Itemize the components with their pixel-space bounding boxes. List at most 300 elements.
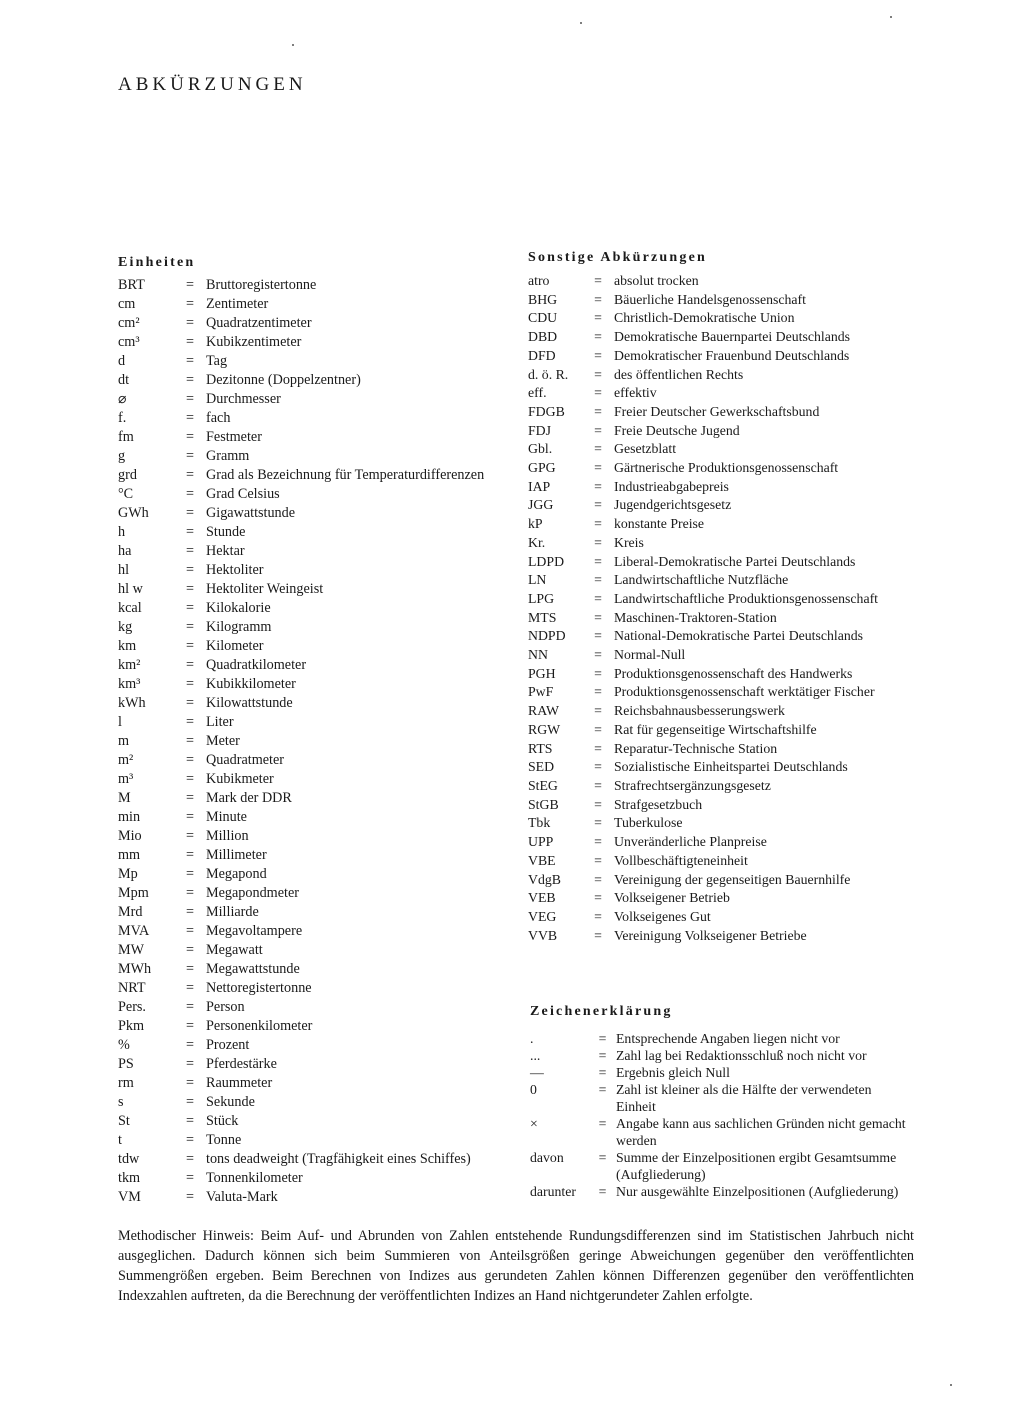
abbreviation-row (118, 1150, 508, 1169)
equals-sign: = (594, 516, 602, 532)
definition: Quadratkilometer (206, 657, 307, 673)
equals-sign: = (594, 759, 602, 775)
abbreviation: NRT (118, 980, 146, 996)
abbreviation-row (118, 1036, 508, 1055)
abbreviation-row (528, 852, 912, 871)
definition: Pferdestärke (206, 1056, 277, 1072)
definition: Megapond (206, 866, 267, 882)
definition: Nur ausgewählte Einzelpositionen (Aufgliederung) (616, 1184, 899, 1199)
equals-sign: = (185, 486, 194, 502)
abbreviation: °C (118, 486, 134, 502)
abbreviation: CDU (528, 310, 558, 326)
equals-sign: = (594, 422, 602, 438)
definition: Milliarde (206, 904, 259, 920)
abbreviation-row (528, 627, 912, 646)
definition: Dezitonne (Doppelzentner) (206, 372, 361, 388)
definition: Strafgesetzbuch (614, 796, 703, 812)
equals-sign: = (185, 828, 194, 844)
equals-sign: = (594, 703, 602, 719)
abbreviation-row (528, 740, 912, 759)
abbreviation: VVB (528, 927, 558, 943)
abbreviation: — (530, 1065, 544, 1080)
abbreviation-row (118, 865, 508, 884)
abbreviation: LN (528, 572, 547, 588)
abbreviation-row (528, 328, 912, 347)
abbreviation-row (118, 1074, 508, 1093)
abbreviation-row (528, 309, 912, 328)
abbreviation-row (528, 272, 912, 291)
abbreviation: tdw (118, 1151, 140, 1167)
definition: Person (206, 999, 245, 1015)
abbreviation: f. (118, 410, 127, 426)
definition: Kilometer (206, 638, 264, 654)
definition: des öffentlichen Rechts (614, 366, 744, 382)
abbreviation-row (530, 1149, 914, 1183)
definition: Valuta-Mark (206, 1189, 278, 1205)
abbreviation: davon (530, 1150, 564, 1165)
definition: Million (206, 828, 249, 844)
equals-sign: = (598, 1184, 607, 1199)
abbreviation: Pers. (118, 999, 146, 1015)
abbreviation-row (118, 580, 508, 599)
abbreviation-row (118, 599, 508, 618)
definition: Unveränderliche Planpreise (614, 834, 767, 850)
abbreviation: s (118, 1094, 124, 1110)
abbreviation-row (118, 789, 508, 808)
equals-sign: = (185, 980, 194, 996)
abbreviation-row (118, 1112, 508, 1131)
definition: Freie Deutsche Jugend (614, 422, 740, 438)
definition: National-Demokratische Partei Deutschlands (614, 628, 864, 644)
abbreviation-row (118, 846, 508, 865)
page-title: ABKÜRZUNGEN (118, 74, 307, 95)
equals-sign: = (185, 505, 194, 521)
abbreviation-row (528, 683, 912, 702)
equals-sign: = (594, 385, 602, 401)
definition: effektiv (614, 385, 657, 401)
abbreviation: PS (118, 1056, 134, 1072)
equals-sign: = (185, 429, 194, 445)
definition: Christlich-Demokratische Union (614, 310, 795, 326)
abbreviation: eff. (528, 385, 547, 401)
definition: Reparatur-Technische Station (614, 740, 778, 756)
equals-sign: = (594, 553, 602, 569)
equals-sign: = (594, 796, 602, 812)
abbreviation: VM (118, 1189, 141, 1205)
abbreviation-row (528, 403, 912, 422)
definition: Tag (206, 353, 228, 369)
definition: Kubikkilometer (206, 676, 296, 692)
abbreviation: LPG (528, 590, 555, 606)
definition: Kilokalorie (206, 600, 271, 616)
equals-sign: = (185, 1170, 194, 1186)
definition: Vereinigung der gegenseitigen Bauernhilfe (614, 871, 851, 887)
abbreviation-row (118, 770, 508, 789)
definition: absolut trocken (614, 273, 699, 288)
abbreviation-row (528, 291, 912, 310)
scan-speck (580, 22, 582, 24)
abbreviation-row (528, 478, 912, 497)
equals-sign: = (594, 665, 602, 681)
abbreviation-row (118, 1055, 508, 1074)
abbreviation: ha (118, 543, 132, 559)
definition: Kilogramm (206, 619, 272, 635)
abbreviation: Tbk (528, 815, 551, 831)
abbreviation: 0 (530, 1082, 537, 1097)
abbreviation: FDJ (528, 422, 552, 438)
definition: Summe der Einzelpositionen ergibt Gesamtsumme (Aufgliederung) (616, 1150, 897, 1182)
abbreviation: m² (118, 752, 134, 768)
abbreviation: MTS (528, 609, 557, 625)
equals-sign: = (185, 695, 194, 711)
equals-sign: = (185, 847, 194, 863)
abbreviation: RGW (528, 721, 561, 737)
abbreviation: t (118, 1132, 122, 1148)
abbreviation: m (118, 733, 130, 749)
equals-sign: = (594, 852, 602, 868)
definition: Produktionsgenossenschaft des Handwerks (614, 665, 853, 681)
definition: fach (206, 410, 231, 426)
definition: Gramm (206, 448, 250, 464)
definition: tons deadweight (Tragfähigkeit eines Schiffes) (206, 1151, 471, 1167)
definition: Produktionsgenossenschaft werktätiger Fischer (614, 684, 875, 700)
abbreviation-row (528, 889, 912, 908)
equals-sign: = (185, 657, 194, 673)
definition: Megawatt (206, 942, 263, 958)
equals-sign: = (594, 815, 602, 831)
equals-sign: = (594, 684, 602, 700)
abbreviation-row (530, 1064, 914, 1081)
abbreviation-row (118, 751, 508, 770)
abbreviation-row (528, 496, 912, 515)
abbreviation-row (528, 758, 912, 777)
abbreviation-row (530, 1081, 914, 1115)
abbreviation-row (528, 384, 912, 403)
abbreviation-row (118, 276, 508, 295)
definition: Megavoltampere (206, 923, 303, 939)
abbreviation-row (118, 542, 508, 561)
abbreviation: darunter (530, 1184, 576, 1199)
equals-sign: = (594, 927, 602, 943)
abbreviation-row (118, 428, 508, 447)
abbreviation: VdgB (528, 871, 561, 887)
methodological-note: Methodischer Hinweis: Beim Auf- und Abrunden von Zahlen entstehende Rundungsdifferenzen sind im Statistischen Jahrbuch nicht ausgeglichen. Dadurch können sich beim Summieren von Anteilsgrößen geringe Abweichungen gegenüber den veröffentlichten Summengrößen ergeben. Beim Berechnen von Indizes aus gerundeten Zahlen können Differenzen gegenüber den veröffentlichten Indexzahlen auftreten, da die Berechnung der veröffentlichten Indizes an Hand nichtgerundeter Zahlen erfolgte. (118, 1228, 914, 1304)
abbreviation-row (118, 409, 508, 428)
scan-speck (292, 44, 294, 46)
abbreviation-row (118, 694, 508, 713)
signs-heading: Zeichenerklärung (530, 1004, 673, 1019)
abbreviation: . (530, 1031, 534, 1046)
abbreviation: RAW (528, 703, 560, 719)
abbreviation: mm (118, 847, 141, 863)
abbreviation: MVA (118, 923, 150, 939)
abbreviation: l (118, 714, 122, 730)
definition: Zahl lag bei Redaktionsschluß noch nicht vor (616, 1048, 867, 1063)
definition: Megapondmeter (206, 885, 299, 901)
abbreviation-row (528, 646, 912, 665)
equals-sign: = (185, 942, 194, 958)
scan-speck (890, 16, 892, 18)
definition: Vollbeschäftigteneinheit (614, 852, 748, 868)
abbreviation: FDGB (528, 403, 565, 419)
abbreviation: d (118, 353, 126, 369)
abbreviation: StGB (528, 796, 559, 812)
equals-sign: = (185, 1094, 194, 1110)
equals-sign: = (185, 904, 194, 920)
abbreviation: MW (118, 942, 145, 958)
abbreviation: ⌀ (118, 391, 127, 407)
abbreviation: Mp (118, 866, 138, 882)
scan-speck (950, 1384, 952, 1386)
abbreviation: Mio (118, 828, 142, 844)
abbreviation-row (118, 618, 508, 637)
equals-sign: = (185, 885, 194, 901)
abbreviation: tkm (118, 1170, 141, 1186)
definition: Kubikmeter (206, 771, 274, 787)
definition: Gesetzblatt (614, 441, 677, 457)
abbreviation: StEG (528, 777, 558, 793)
abbreviation-row (118, 447, 508, 466)
abbreviation: d. ö. R. (528, 366, 569, 382)
abbreviation-row (528, 553, 912, 572)
definition: Raummeter (206, 1075, 273, 1091)
abbreviation-row (118, 352, 508, 371)
other-heading: Sonstige Abkürzungen (528, 250, 707, 265)
equals-sign: = (594, 403, 602, 419)
definition: Prozent (206, 1037, 250, 1053)
definition: Gärtnerische Produktionsgenossenschaft (614, 460, 839, 476)
abbreviation-row (118, 656, 508, 675)
definition: Stunde (206, 524, 246, 540)
abbreviation: g (118, 448, 126, 464)
abbreviation-row (118, 333, 508, 352)
abbreviation-row (118, 314, 508, 333)
abbreviation-row (528, 908, 912, 927)
abbreviation-row (118, 523, 508, 542)
equals-sign: = (594, 291, 602, 307)
definition: Demokratischer Frauenbund Deutschlands (614, 347, 850, 363)
definition: Kubikzentimeter (206, 334, 302, 350)
abbreviation: Mpm (118, 885, 149, 901)
definition: Liberal-Demokratische Partei Deutschlands (614, 553, 856, 569)
definition: Bäuerliche Handelsgenossenschaft (614, 291, 806, 307)
definition: Grad als Bezeichnung für Temperaturdifferenzen (206, 467, 485, 483)
definition: Quadratmeter (206, 752, 284, 768)
equals-sign: = (185, 733, 194, 749)
equals-sign: = (185, 676, 194, 692)
definition: Megawattstunde (206, 961, 300, 977)
definition: Sozialistische Einheitspartei Deutschlands (614, 759, 848, 775)
equals-sign: = (594, 534, 602, 550)
abbreviation: hl (118, 562, 130, 578)
equals-sign: = (185, 1037, 194, 1053)
abbreviation-row (528, 515, 912, 534)
equals-sign: = (185, 1189, 194, 1205)
equals-sign: = (185, 562, 194, 578)
abbreviation-row (530, 1030, 914, 1047)
abbreviation-row (528, 347, 912, 366)
abbreviation: × (530, 1116, 538, 1131)
abbreviation: DBD (528, 329, 558, 345)
equals-sign: = (185, 467, 194, 483)
abbreviation: VEG (528, 908, 557, 924)
abbreviation: UPP (528, 834, 554, 850)
abbreviation: MWh (118, 961, 152, 977)
abbreviation-row (530, 1183, 914, 1200)
abbreviation: Kr. (528, 534, 546, 550)
abbreviation: RTS (528, 740, 553, 756)
abbreviation-row (528, 534, 912, 553)
abbreviation-row (118, 466, 508, 485)
abbreviation-row (528, 777, 912, 796)
abbreviation: JGG (528, 497, 554, 513)
abbreviation-row (528, 459, 912, 478)
equals-sign: = (185, 1113, 194, 1129)
equals-sign: = (594, 647, 602, 663)
abbreviation: kcal (118, 600, 142, 616)
abbreviation-row (528, 590, 912, 609)
definition: Gigawattstunde (206, 505, 296, 521)
abbreviation: m³ (118, 771, 134, 787)
equals-sign: = (594, 478, 602, 494)
abbreviation-row (528, 796, 912, 815)
definition: Personenkilometer (206, 1018, 313, 1034)
definition: Volkseigenes Gut (614, 908, 711, 924)
units-heading: Einheiten (118, 255, 196, 270)
equals-sign: = (598, 1048, 607, 1063)
abbreviation: dt (118, 372, 130, 388)
definition: Nettoregistertonne (206, 980, 312, 996)
abbreviation: BRT (118, 277, 145, 293)
equals-sign: = (185, 714, 194, 730)
equals-sign: = (185, 543, 194, 559)
abbreviation: km³ (118, 676, 141, 692)
abbreviation-row (118, 561, 508, 580)
signs-list (530, 1030, 914, 1200)
equals-sign: = (594, 310, 602, 326)
abbreviation: NDPD (528, 628, 566, 644)
abbreviation-row (530, 1115, 914, 1149)
abbreviation: fm (118, 429, 134, 445)
abbreviation: min (118, 809, 141, 825)
equals-sign: = (185, 277, 194, 293)
abbreviation-row (118, 637, 508, 656)
definition: Strafrechtsergänzungsgesetz (614, 777, 771, 793)
equals-sign: = (185, 448, 194, 464)
equals-sign: = (594, 590, 602, 606)
definition: Grad Celsius (206, 486, 280, 502)
abbreviation: St (118, 1113, 130, 1129)
equals-sign: = (185, 391, 194, 407)
abbreviation: PwF (528, 684, 554, 700)
abbreviation-row (528, 571, 912, 590)
abbreviation: kP (528, 516, 543, 532)
equals-sign: = (185, 771, 194, 787)
equals-sign: = (594, 628, 602, 644)
abbreviation-row (118, 1131, 508, 1150)
abbreviation: rm (118, 1075, 134, 1091)
equals-sign: = (594, 890, 602, 906)
definition: Landwirtschaftliche Nutzfläche (614, 572, 789, 588)
abbreviation-row (528, 440, 912, 459)
equals-sign: = (598, 1065, 607, 1080)
equals-sign: = (185, 752, 194, 768)
definition: Kreis (614, 534, 644, 550)
definition: Ergebnis gleich Null (616, 1065, 730, 1080)
other-list (528, 272, 912, 945)
definition: Hektoliter (206, 562, 264, 578)
definition: Maschinen-Traktoren-Station (614, 609, 777, 625)
abbreviation: M (118, 790, 131, 806)
abbreviation: VBE (528, 852, 556, 868)
equals-sign: = (594, 441, 602, 457)
units-list (118, 276, 508, 1207)
abbreviation-row (118, 979, 508, 998)
equals-sign: = (594, 834, 602, 850)
abbreviation: ... (530, 1048, 541, 1063)
abbreviation: DFD (528, 347, 556, 363)
abbreviation-row (118, 960, 508, 979)
abbreviation-row (528, 609, 912, 628)
equals-sign: = (594, 329, 602, 345)
definition: Industrieabgabepreis (614, 478, 729, 494)
equals-sign: = (185, 923, 194, 939)
equals-sign: = (185, 1056, 194, 1072)
definition: Minute (206, 809, 247, 825)
abbreviation-row (528, 721, 912, 740)
abbreviation-row (528, 833, 912, 852)
abbreviation: km² (118, 657, 141, 673)
abbreviation-row (118, 903, 508, 922)
abbreviation: cm (118, 296, 136, 312)
abbreviation: cm³ (118, 334, 140, 350)
definition: Landwirtschaftliche Produktionsgenossenschaft (614, 590, 878, 606)
definition: Jugendgerichtsgesetz (614, 497, 732, 513)
equals-sign: = (594, 497, 602, 513)
equals-sign: = (598, 1116, 607, 1131)
definition: konstante Preise (614, 516, 705, 532)
abbreviation: cm² (118, 315, 140, 331)
abbreviation-row (118, 371, 508, 390)
abbreviation-row (530, 1047, 914, 1064)
definition: Kilowattstunde (206, 695, 293, 711)
equals-sign: = (185, 1018, 194, 1034)
definition: Tuberkulose (614, 815, 683, 831)
definition: Sekunde (206, 1094, 255, 1110)
definition: Rat für gegenseitige Wirtschaftshilfe (614, 721, 817, 737)
equals-sign: = (594, 740, 602, 756)
abbreviation-row (528, 702, 912, 721)
abbreviation: Gbl. (528, 441, 553, 457)
abbreviation-row (118, 504, 508, 523)
equals-sign: = (594, 871, 602, 887)
equals-sign: = (594, 572, 602, 588)
abbreviation: PGH (528, 665, 556, 681)
definition: Tonne (206, 1132, 242, 1148)
equals-sign: = (185, 581, 194, 597)
abbreviation-row (118, 1169, 508, 1188)
abbreviation: VEB (528, 890, 556, 906)
equals-sign: = (594, 609, 602, 625)
equals-sign: = (594, 908, 602, 924)
abbreviation-row (118, 713, 508, 732)
abbreviation-row (118, 295, 508, 314)
definition: Durchmesser (206, 391, 281, 407)
definition: Reichsbahnausbesserungswerk (614, 703, 785, 719)
equals-sign: = (185, 638, 194, 654)
equals-sign: = (594, 777, 602, 793)
abbreviation-row (528, 871, 912, 890)
